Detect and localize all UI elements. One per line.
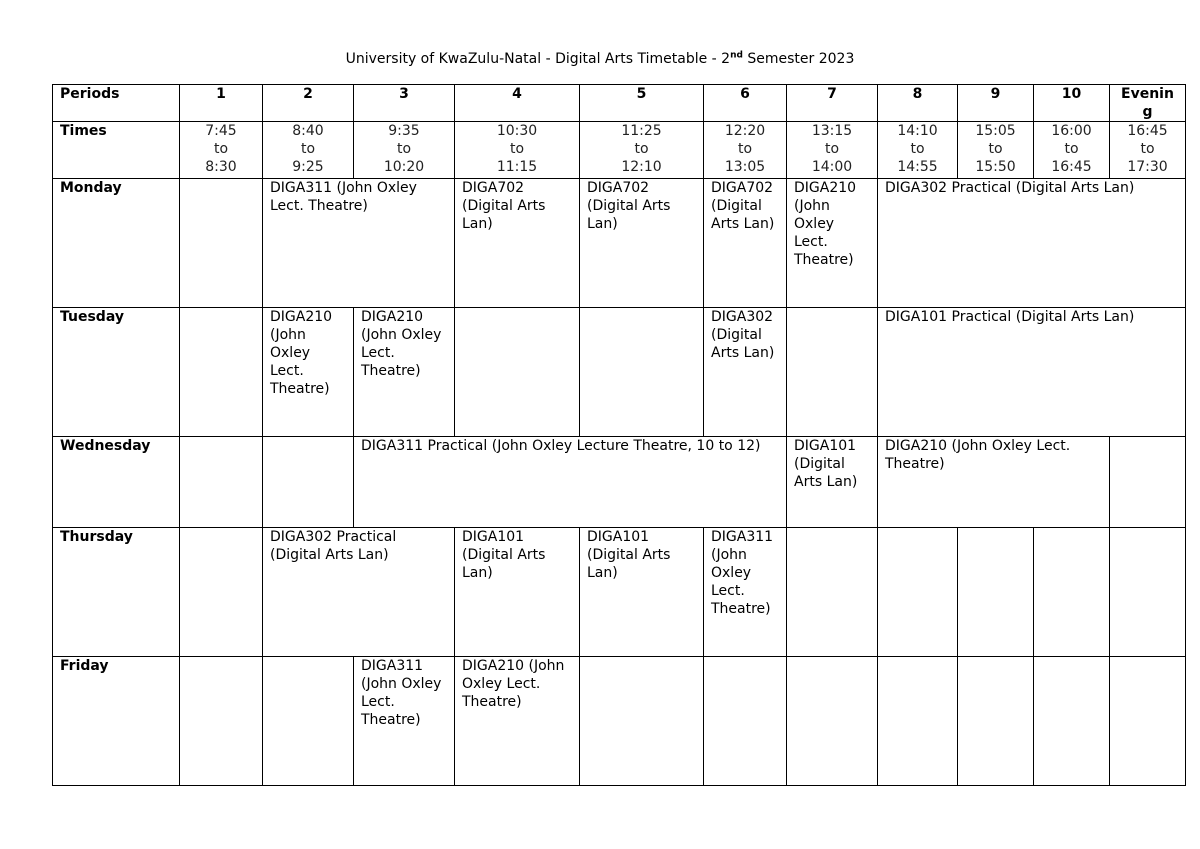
class-cell: DIGA302 Practical (Digital Arts Lan) xyxy=(878,179,1186,308)
class-cell: DIGA210 (John Oxley Lect. Theatre) xyxy=(878,437,1110,528)
period-header: 9 xyxy=(958,85,1034,122)
time-slot: 8:40 to 9:25 xyxy=(263,122,354,179)
period-header: 8 xyxy=(878,85,958,122)
empty-cell xyxy=(1034,528,1110,657)
class-cell: DIGA702 (Digital Arts Lan) xyxy=(580,179,704,308)
time-slot: 9:35 to 10:20 xyxy=(354,122,455,179)
empty-cell xyxy=(704,657,787,786)
empty-cell xyxy=(1034,657,1110,786)
class-cell: DIGA311 Practical (John Oxley Lecture Theatre, 10 to 12) xyxy=(354,437,787,528)
day-row-tuesday xyxy=(53,308,1186,437)
empty-cell xyxy=(180,657,263,786)
day-row-wednesday xyxy=(53,437,1186,528)
empty-cell xyxy=(958,528,1034,657)
time-slot: 12:20 to 13:05 xyxy=(704,122,787,179)
class-cell: DIGA101 (Digital Arts Lan) xyxy=(455,528,580,657)
day-row-friday xyxy=(53,657,1186,786)
empty-cell xyxy=(180,179,263,308)
title-superscript: nd xyxy=(730,50,743,61)
empty-cell xyxy=(580,657,704,786)
class-cell: DIGA302 (Digital Arts Lan) xyxy=(704,308,787,437)
period-header: 7 xyxy=(787,85,878,122)
class-cell: DIGA702 (Digital Arts Lan) xyxy=(455,179,580,308)
empty-cell xyxy=(878,528,958,657)
time-slot: 16:45 to 17:30 xyxy=(1110,122,1186,179)
day-label: Thursday xyxy=(53,528,180,657)
time-slot: 16:00 to 16:45 xyxy=(1034,122,1110,179)
period-header: 10 xyxy=(1034,85,1110,122)
period-header: 3 xyxy=(354,85,455,122)
class-cell: DIGA311 (John Oxley Lect. Theatre) xyxy=(704,528,787,657)
time-slot: 13:15 to 14:00 xyxy=(787,122,878,179)
empty-cell xyxy=(1110,657,1186,786)
class-cell: DIGA210 (John Oxley Lect. Theatre) xyxy=(787,179,878,308)
timetable xyxy=(52,84,1186,786)
time-slot: 15:05 to 15:50 xyxy=(958,122,1034,179)
class-cell: DIGA101 (Digital Arts Lan) xyxy=(787,437,878,528)
empty-cell xyxy=(180,528,263,657)
periods-label: Periods xyxy=(53,85,180,122)
times-label: Times xyxy=(53,122,180,179)
title-suffix: Semester 2023 xyxy=(742,51,855,67)
class-cell: DIGA210 (John Oxley Lect. Theatre) xyxy=(354,308,455,437)
empty-cell xyxy=(263,437,354,528)
empty-cell xyxy=(878,657,958,786)
empty-cell xyxy=(580,308,704,437)
day-label: Friday xyxy=(53,657,180,786)
empty-cell xyxy=(180,308,263,437)
class-cell: DIGA101 Practical (Digital Arts Lan) xyxy=(878,308,1186,437)
empty-cell xyxy=(787,657,878,786)
period-header: 5 xyxy=(580,85,704,122)
times-row xyxy=(53,122,1186,179)
day-row-monday xyxy=(53,179,1186,308)
day-label: Monday xyxy=(53,179,180,308)
empty-cell xyxy=(1110,528,1186,657)
period-header: 6 xyxy=(704,85,787,122)
period-header: Evening xyxy=(1110,85,1186,122)
empty-cell xyxy=(180,437,263,528)
empty-cell xyxy=(1110,437,1186,528)
time-slot: 14:10 to 14:55 xyxy=(878,122,958,179)
period-header: 1 xyxy=(180,85,263,122)
empty-cell xyxy=(958,657,1034,786)
time-slot: 11:25 to 12:10 xyxy=(580,122,704,179)
empty-cell xyxy=(787,308,878,437)
period-header: 2 xyxy=(263,85,354,122)
empty-cell xyxy=(787,528,878,657)
class-cell: DIGA311 (John Oxley Lect. Theatre) xyxy=(263,179,455,308)
class-cell: DIGA101 (Digital Arts Lan) xyxy=(580,528,704,657)
class-cell: DIGA210 (John Oxley Lect. Theatre) xyxy=(455,657,580,786)
day-label: Tuesday xyxy=(53,308,180,437)
day-row-thursday xyxy=(53,528,1186,657)
class-cell: DIGA210 (John Oxley Lect. Theatre) xyxy=(263,308,354,437)
empty-cell xyxy=(263,657,354,786)
class-cell: DIGA311 (John Oxley Lect. Theatre) xyxy=(354,657,455,786)
class-cell: DIGA302 Practical (Digital Arts Lan) xyxy=(263,528,455,657)
periods-row xyxy=(53,85,1186,122)
time-slot: 7:45 to 8:30 xyxy=(180,122,263,179)
day-label: Wednesday xyxy=(53,437,180,528)
empty-cell xyxy=(455,308,580,437)
page-title xyxy=(0,51,1200,67)
period-header: 4 xyxy=(455,85,580,122)
class-cell: DIGA702 (Digital Arts Lan) xyxy=(704,179,787,308)
time-slot: 10:30 to 11:15 xyxy=(455,122,580,179)
title-prefix: University of KwaZulu-Natal - Digital Arts Timetable - 2 xyxy=(345,51,731,67)
